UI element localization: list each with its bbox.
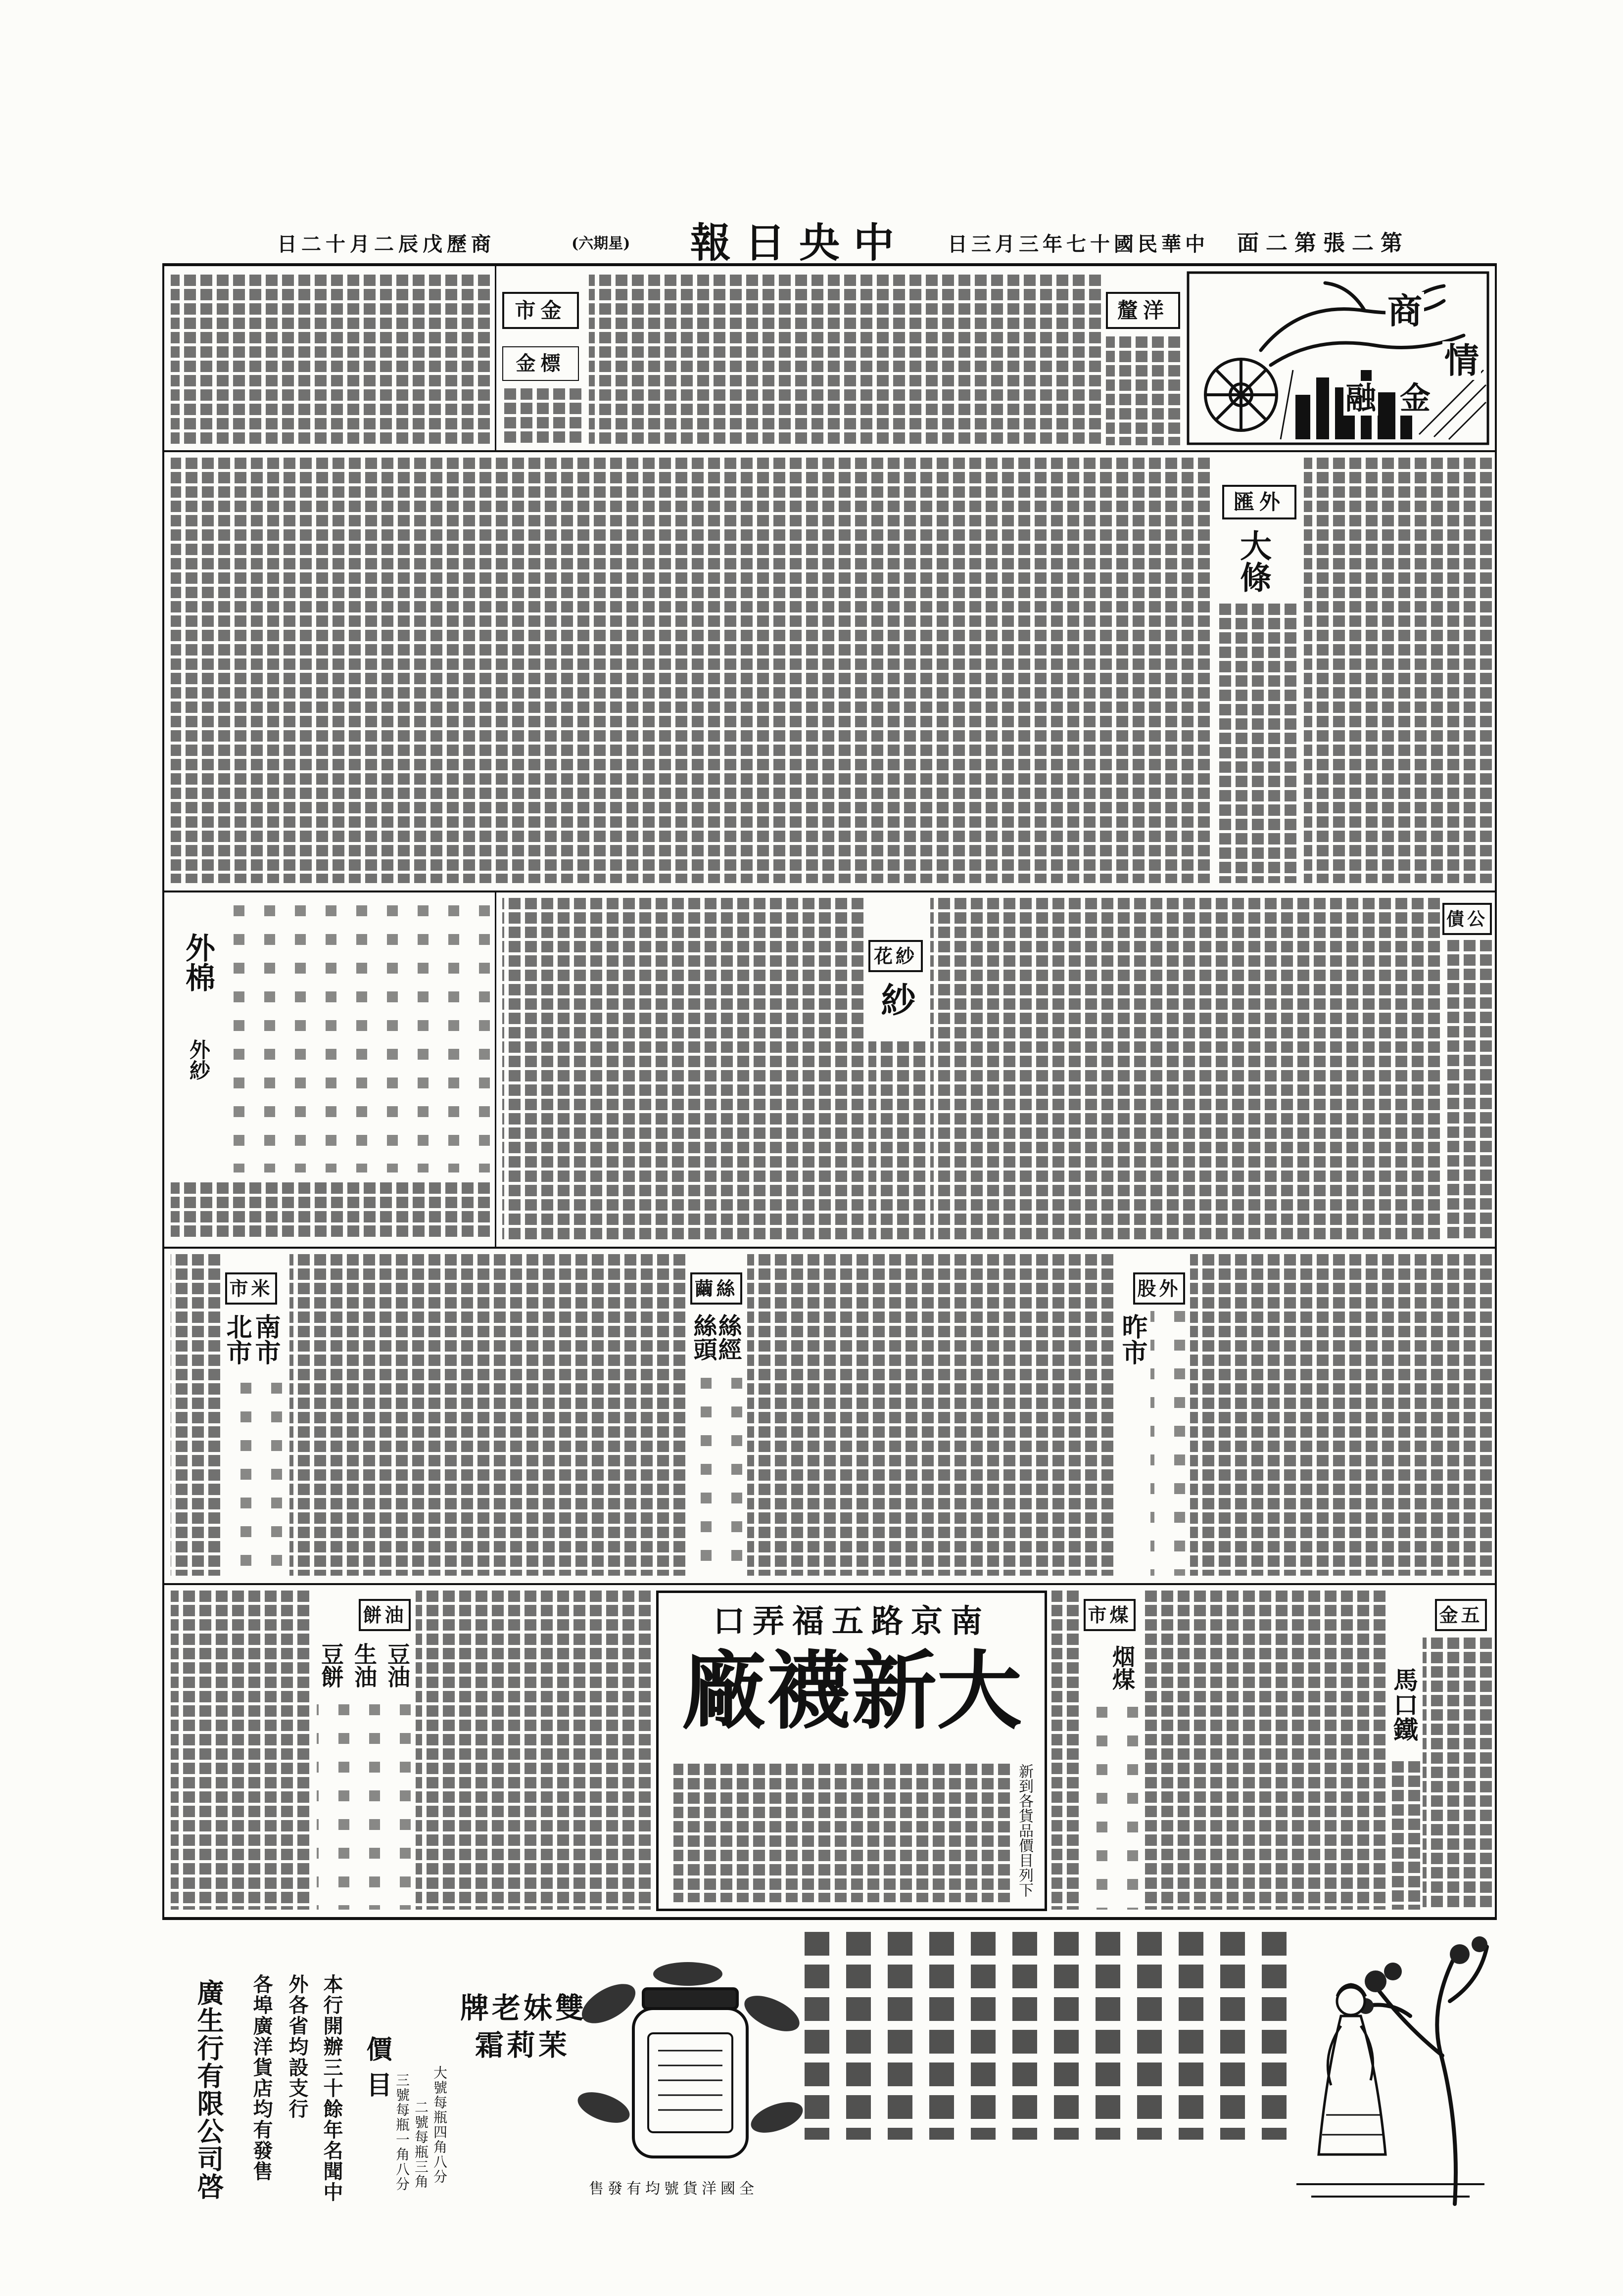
subheading-silk-warp: 絲經 bbox=[714, 1313, 742, 1361]
article-text-block bbox=[1143, 1591, 1385, 1910]
ad-company-name: 廣生行有限公司啓 bbox=[193, 1979, 225, 2201]
section-heading-silver-rate: 洋釐 bbox=[1106, 292, 1180, 329]
subheading-yesterday-market: 昨市 bbox=[1117, 1313, 1147, 1365]
price-table bbox=[225, 1383, 282, 1576]
price-table bbox=[1150, 1311, 1185, 1576]
lunar-date: 商歷戊辰二月十二日 bbox=[277, 233, 495, 256]
woman-illustration bbox=[1291, 1927, 1489, 2209]
article-text-block bbox=[171, 458, 1210, 883]
article-text-block bbox=[1051, 1591, 1079, 1910]
frame-left-rule bbox=[162, 265, 164, 1918]
ad-company-line-3: 各埠廣洋貨店均有發售 bbox=[250, 1974, 273, 2182]
section-heading-oil-cake: 油餅 bbox=[359, 1599, 411, 1631]
price-table bbox=[220, 905, 490, 1172]
cream-jar-illustration bbox=[574, 1959, 807, 2172]
banner-char-jin: 金 bbox=[1398, 381, 1432, 416]
article-text-block bbox=[502, 388, 581, 445]
article-text-block bbox=[416, 1591, 651, 1910]
subheading-tinplate: 馬口鐵 bbox=[1389, 1667, 1419, 1741]
section-heading-foreign-exchange: 外匯 bbox=[1222, 485, 1296, 519]
article-text-block bbox=[1390, 1761, 1420, 1910]
ox-drawing bbox=[1261, 283, 1464, 365]
subheading-bituminous-coal: 烟煤 bbox=[1109, 1645, 1136, 1690]
row-rule-3 bbox=[162, 1247, 1497, 1249]
subheading-silk-waste: 絲頭 bbox=[689, 1313, 717, 1361]
article-text-block bbox=[1217, 604, 1296, 883]
subheading-bar-silver: 大條 bbox=[1235, 529, 1272, 593]
row-rule-1 bbox=[162, 450, 1497, 452]
knitting-factory-ad bbox=[656, 1591, 1047, 1911]
subheading-north-market: 北市 bbox=[222, 1313, 252, 1365]
section-heading-yarn-cotton: 紗花 bbox=[868, 940, 923, 972]
ad-company-line-1: 本行開辦三十餘年名聞中 bbox=[320, 1974, 343, 2202]
wheel-drawing bbox=[1205, 359, 1277, 430]
frame-right-rule bbox=[1495, 265, 1497, 1918]
banner-char-rong: 融 bbox=[1343, 381, 1378, 416]
ad-price-title: 價目 bbox=[362, 2036, 392, 2107]
article-text-block bbox=[1106, 336, 1180, 445]
ad-product: 茉莉霜 bbox=[475, 2028, 571, 2062]
article-text-block bbox=[502, 898, 863, 1239]
foliage-drawing bbox=[1358, 1936, 1487, 2014]
section-heading-gold-market: 金市 bbox=[502, 292, 579, 329]
header-rule bbox=[162, 263, 1497, 266]
weekday: (星期六) bbox=[572, 235, 630, 252]
article-text-block bbox=[1304, 458, 1492, 883]
article-text-block bbox=[1445, 940, 1492, 1239]
subheading-foreign-yarn: 外紗 bbox=[187, 1039, 211, 1080]
banner-char-qing: 情 bbox=[1442, 341, 1481, 380]
ad-price-intro: 新到各貨品價目列下 bbox=[1016, 1764, 1033, 1897]
page-label: 第二張第二面 bbox=[1237, 231, 1409, 256]
section-heading-coal-market: 煤市 bbox=[1084, 1599, 1136, 1631]
subheading-yarn: 紗 bbox=[875, 982, 916, 1017]
ad-company-line-2: 外各省均設支行 bbox=[286, 1974, 309, 2119]
paper-title: 中央日報 bbox=[690, 219, 908, 267]
ad-verse-text bbox=[792, 1932, 1287, 2140]
ad-price-large: 大號每瓶四角八分 bbox=[431, 2065, 448, 2184]
column-rule bbox=[495, 265, 496, 450]
section-heading-standard-gold: 標金 bbox=[502, 346, 579, 381]
subheading-foreign-cotton: 外棉 bbox=[181, 933, 215, 992]
article-text-block bbox=[868, 1041, 925, 1239]
ad-address: 南京路五福弄口 bbox=[713, 1603, 990, 1640]
article-text-block bbox=[930, 898, 1440, 1239]
price-table bbox=[1084, 1707, 1138, 1910]
ad-availability-note: 全國洋貨號均有發售 bbox=[589, 2180, 758, 2198]
lady-figure bbox=[1319, 1984, 1385, 2155]
price-table bbox=[317, 1704, 411, 1910]
article-text-block bbox=[171, 1254, 220, 1576]
subheading-bean-cake: 豆餅 bbox=[318, 1642, 344, 1688]
article-text-block bbox=[289, 1254, 685, 1576]
gregorian-date: 中華民國十七年三月三日 bbox=[948, 233, 1209, 256]
section-heading-hardware: 五金 bbox=[1435, 1599, 1487, 1631]
row-rule-5 bbox=[162, 1917, 1497, 1920]
section-heading-bonds: 公債 bbox=[1442, 903, 1492, 935]
column-rule bbox=[495, 890, 496, 1247]
article-text-block bbox=[171, 275, 490, 445]
ad-price-list bbox=[673, 1764, 1010, 1902]
article-text-block bbox=[589, 275, 1101, 445]
jar-drawing bbox=[633, 1989, 747, 2157]
ad-brand: 雙妹老牌 bbox=[460, 1991, 587, 2025]
subheading-south-market: 南市 bbox=[250, 1313, 281, 1365]
article-text-block bbox=[1190, 1254, 1492, 1576]
ad-price-small: 三號每瓶一角八分 bbox=[394, 2073, 410, 2192]
article-text-block bbox=[1423, 1638, 1492, 1910]
row-rule-4 bbox=[162, 1583, 1497, 1585]
row-rule-2 bbox=[162, 890, 1497, 892]
subheading-peanut-oil: 生油 bbox=[351, 1642, 378, 1688]
banner-char-shang: 商 bbox=[1385, 292, 1424, 330]
section-heading-silk-cocoon: 絲繭 bbox=[690, 1272, 742, 1305]
article-text-block bbox=[171, 1591, 309, 1910]
section-heading-rice-market: 米市 bbox=[225, 1272, 277, 1305]
ad-price-medium: 二號每瓶三角 bbox=[413, 2100, 429, 2189]
article-text-block bbox=[747, 1254, 1113, 1576]
price-table bbox=[690, 1378, 742, 1576]
ad-factory-name: 大新襪廠 bbox=[681, 1640, 1022, 1741]
article-text-block bbox=[171, 1182, 490, 1239]
subheading-soybean-oil: 豆油 bbox=[384, 1642, 411, 1688]
section-heading-foreign-stocks: 外股 bbox=[1133, 1272, 1185, 1305]
